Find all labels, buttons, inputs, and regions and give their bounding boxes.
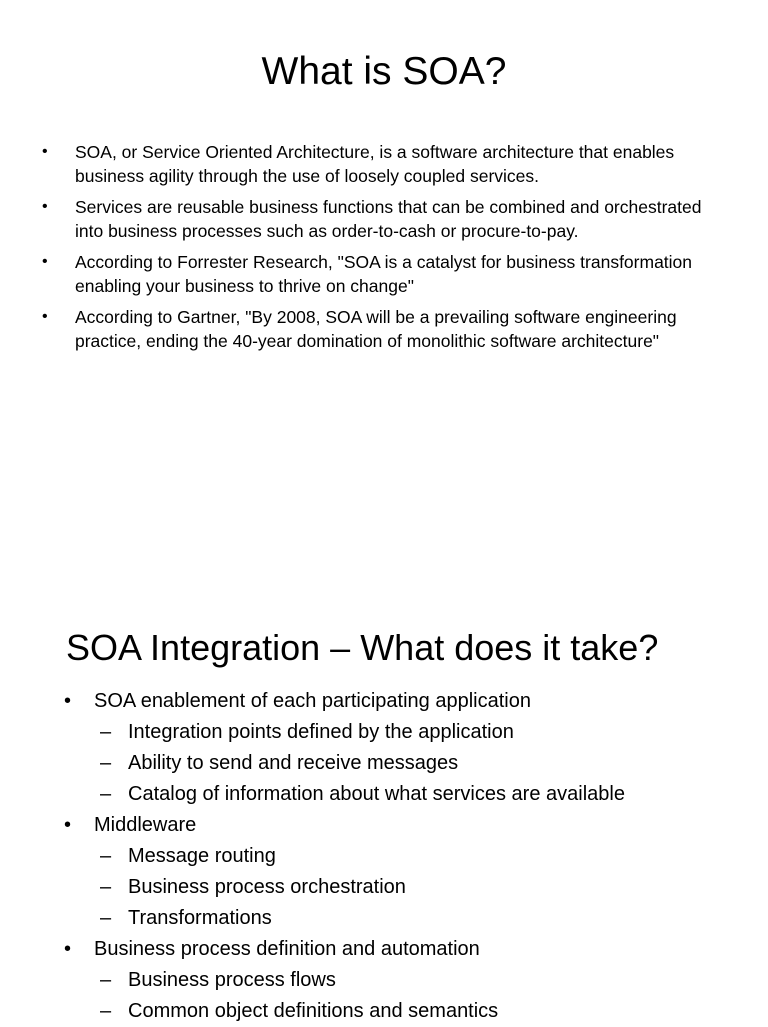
sub-bullet-text: Business process orchestration — [128, 876, 406, 898]
sub-bullet-text: Catalog of information about what services are available — [128, 783, 625, 805]
bullet-item — [64, 934, 744, 1027]
slide-title: SOA Integration – What does it take? — [66, 627, 659, 668]
slide-soa-integration — [0, 512, 768, 1024]
bullet-item — [64, 810, 744, 934]
bullet-item — [42, 140, 722, 188]
bullet-item — [64, 686, 744, 810]
bullet-text: SOA enablement of each participating application — [94, 690, 531, 712]
sub-bullet-item — [94, 996, 744, 1027]
bullet-item — [42, 250, 722, 298]
bullet-text: According to Forrester Research, "SOA is a catalyst for business transformation enabling your business to thrive on change" — [75, 252, 693, 296]
bullet-list — [64, 686, 744, 1027]
sub-bullet-item — [94, 717, 744, 748]
sub-bullet-item — [94, 841, 744, 872]
sub-bullet-list — [94, 717, 744, 810]
bullet-item — [42, 195, 722, 243]
sub-bullet-item — [94, 779, 744, 810]
bullet-text: Business process definition and automation — [94, 938, 480, 960]
sub-bullet-item — [94, 903, 744, 934]
sub-bullet-item — [94, 748, 744, 779]
sub-bullet-text: Ability to send and receive messages — [128, 752, 459, 774]
sub-bullet-text: Message routing — [128, 845, 276, 867]
slide-title: What is SOA? — [261, 50, 507, 93]
bullet-list — [42, 140, 722, 360]
sub-bullet-item — [94, 965, 744, 996]
sub-bullet-text: Transformations — [128, 907, 272, 929]
slide-what-is-soa — [0, 0, 768, 512]
sub-bullet-item — [94, 872, 744, 903]
sub-bullet-text: Common object definitions and semantics — [128, 1000, 499, 1022]
bullet-text: SOA, or Service Oriented Architecture, is a software architecture that enables business agility through the use of loosely coupled services. — [75, 142, 675, 186]
sub-bullet-text: Integration points defined by the application — [128, 721, 514, 743]
bullet-text: Middleware — [94, 814, 197, 836]
sub-bullet-list — [94, 841, 744, 934]
sub-bullet-text: Business process flows — [128, 969, 336, 991]
bullet-text: According to Gartner, "By 2008, SOA will be a prevailing software engineering practice, ending the 40-year domination of monolithic software architecture" — [75, 307, 677, 351]
bullet-text: Services are reusable business functions that can be combined and orchestrated into business processes such as order-to-cash or procure-to-pay. — [75, 197, 702, 241]
sub-bullet-list — [94, 965, 744, 1027]
bullet-item — [42, 305, 722, 353]
